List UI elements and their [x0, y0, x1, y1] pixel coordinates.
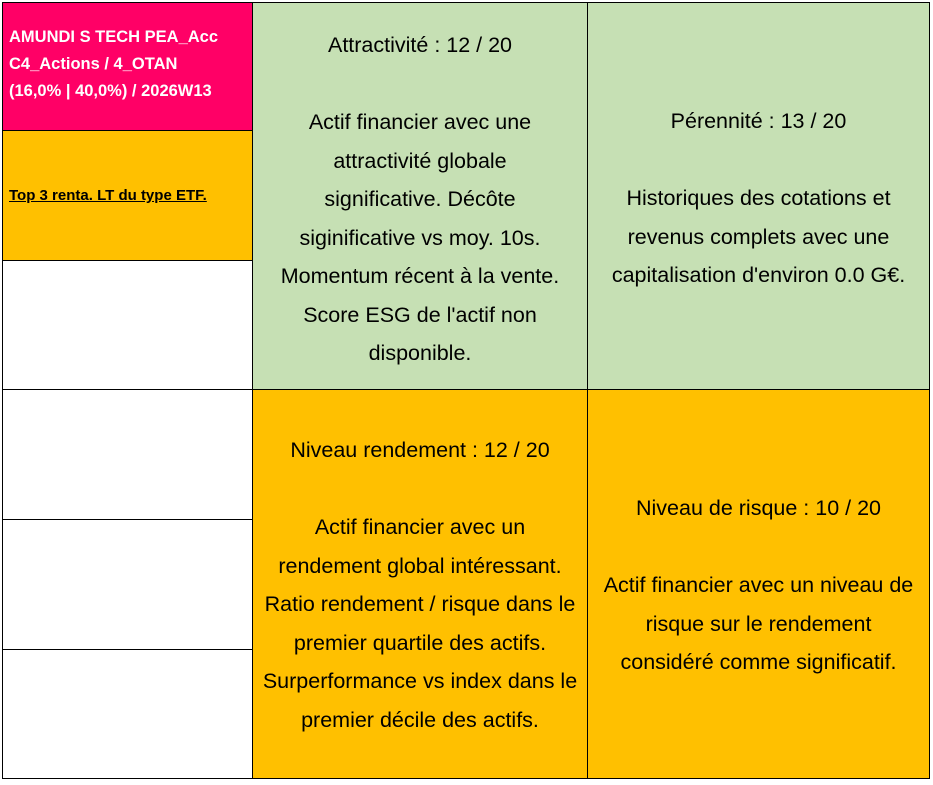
rendement-cell — [252, 389, 588, 779]
perennite-score: Pérennité : 13 / 20 — [670, 109, 847, 133]
asset-name: AMUNDI S TECH PEA_Acc — [9, 28, 219, 46]
rendement-score: Niveau rendement : 12 / 20 — [290, 438, 550, 462]
risque-cell — [587, 389, 930, 779]
rendement-description: Actif financier avec un rendement global intéressant. Ratio rendement / risque dans le premier quartile des actifs. Surperformance vs index dans le premier décile des actifs. — [262, 515, 578, 732]
risque-score: Niveau de risque : 10 / 20 — [635, 496, 881, 520]
empty-cell-1 — [2, 260, 253, 390]
empty-cell-2 — [2, 389, 253, 520]
asset-allocation-week: (16,0% | 40,0%) / 2026W13 — [9, 82, 212, 100]
asset-title-cell — [2, 2, 253, 131]
asset-tag: Top 3 renta. LT du type ETF. — [9, 187, 207, 204]
empty-cell-4 — [2, 649, 253, 779]
empty-cell-3 — [2, 519, 253, 650]
attractivite-description: Actif financier avec une attractivité globale significative. Décôte siginificative vs moy. 10s. Momentum récent à la vente. Score ESG de l'actif non disponible. — [280, 110, 560, 365]
perennite-description: Historiques des cotations et revenus complets avec une capitalisation d'environ 0.0 G€. — [611, 186, 906, 287]
perennite-cell — [587, 2, 930, 390]
risque-description: Actif financier avec un niveau de risque sur le rendement considéré comme significatif. — [603, 573, 914, 674]
asset-category: C4_Actions / 4_OTAN — [9, 55, 178, 73]
attractivite-cell — [252, 2, 588, 390]
asset-tag-cell — [2, 130, 253, 261]
attractivite-score: Attractivité : 12 / 20 — [327, 33, 513, 57]
